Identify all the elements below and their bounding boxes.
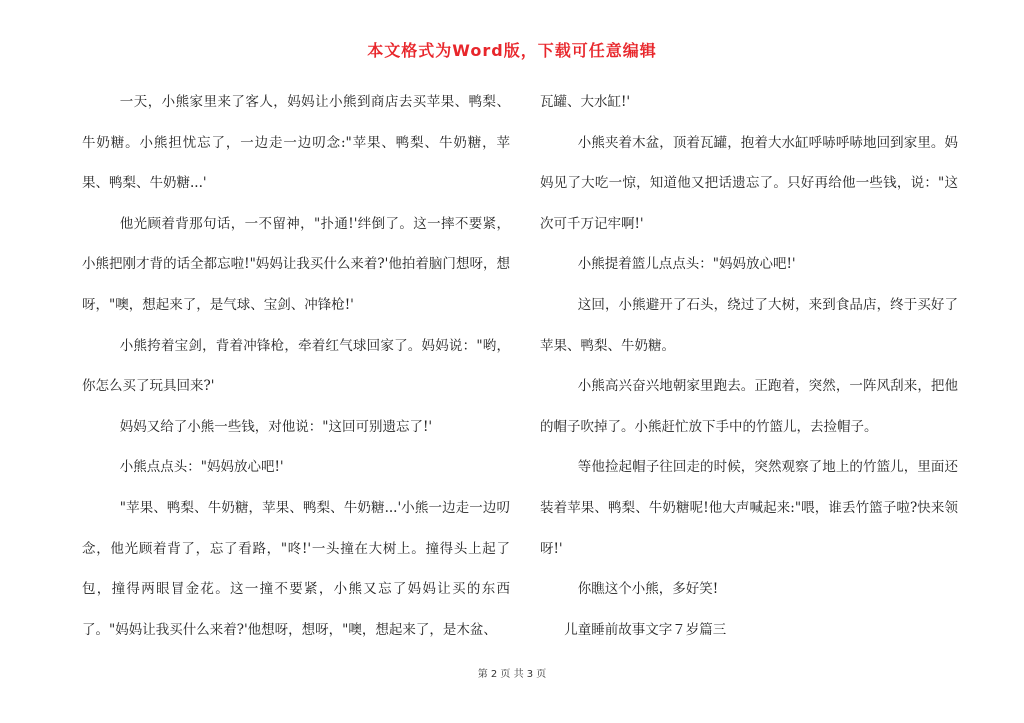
paragraph: 小熊提着篮儿点点头："妈妈放心吧!' [577, 256, 796, 273]
paragraph: 等他捡起帽子往回走的时候，突然观察了地上的竹篮儿，里面还装着苹果、鸭梨、牛奶糖呢!他大声喊起来:"喂，谁丢竹篮子啦?快来领呀!' [540, 459, 958, 557]
document-header: 本文格式为Word版，下载可任意编辑 [367, 41, 657, 60]
left-column [82, 82, 510, 650]
paragraph: "苹果、鸭梨、牛奶糖，苹果、鸭梨、牛奶糖...'小熊一边走一边叨念，他光顾着背了，忘了看路，"咚!'一头撞在大树上。撞得头上起了包，撞得两眼冒金花。这一撞不要紧，小熊又忘了妈妈让买的东西了。"妈妈让我买什么来着?'他想呀，想呀，"噢，想起来了，是木盆、 [82, 499, 510, 638]
section-heading: 儿童睡前故事文字７岁篇三 [564, 621, 727, 638]
paragraph: 妈妈又给了小熊一些钱，对他说："这回可别遗忘了!' [119, 418, 433, 435]
paragraph: 你瞧这个小熊，多好笑! [577, 581, 719, 598]
paragraph: 这回，小熊避开了石头，绕过了大树，来到食品店，终于买好了苹果、鸭梨、牛奶糖。 [540, 296, 958, 354]
page-number: 第 2 页 共 3 页 [477, 669, 547, 680]
paragraph: 他光顾着背那句话，一不留神，"扑通!'绊倒了。这一摔不要紧，小熊把刚才背的话全都忘啦!"妈妈让我买什么来着?'他拍着脑门想呀，想呀，"噢，想起来了，是气球、宝剑、冲锋枪!' [82, 215, 510, 313]
right-column [540, 82, 958, 650]
paragraph-continued: 瓦罐、大水缸!' [540, 94, 631, 110]
paragraph: 一天，小熊家里来了客人，妈妈让小熊到商店去买苹果、鸭梨、牛奶糖。小熊担忧忘了，一边走一边叨念:"苹果、鸭梨、牛奶糖，苹果、鸭梨、牛奶糖...' [82, 94, 510, 192]
paragraph: 小熊挎着宝剑，背着冲锋枪，牵着红气球回家了。妈妈说："哟，你怎么买了玩具回来?' [82, 337, 510, 395]
paragraph: 小熊夹着木盆，顶着瓦罐，抱着大水缸呼哧呼哧地回到家里。妈妈见了大吃一惊，知道他又把话遗忘了。只好再给他一些钱，说："这次可千万记牢啊!' [540, 134, 958, 232]
paragraph: 小熊点点头："妈妈放心吧!' [119, 459, 284, 476]
paragraph: 小熊高兴奋兴地朝家里跑去。正跑着，突然，一阵风刮来，把他的帽子吹掉了。小熊赶忙放下手中的竹篮儿，去捡帽子。 [540, 378, 958, 435]
